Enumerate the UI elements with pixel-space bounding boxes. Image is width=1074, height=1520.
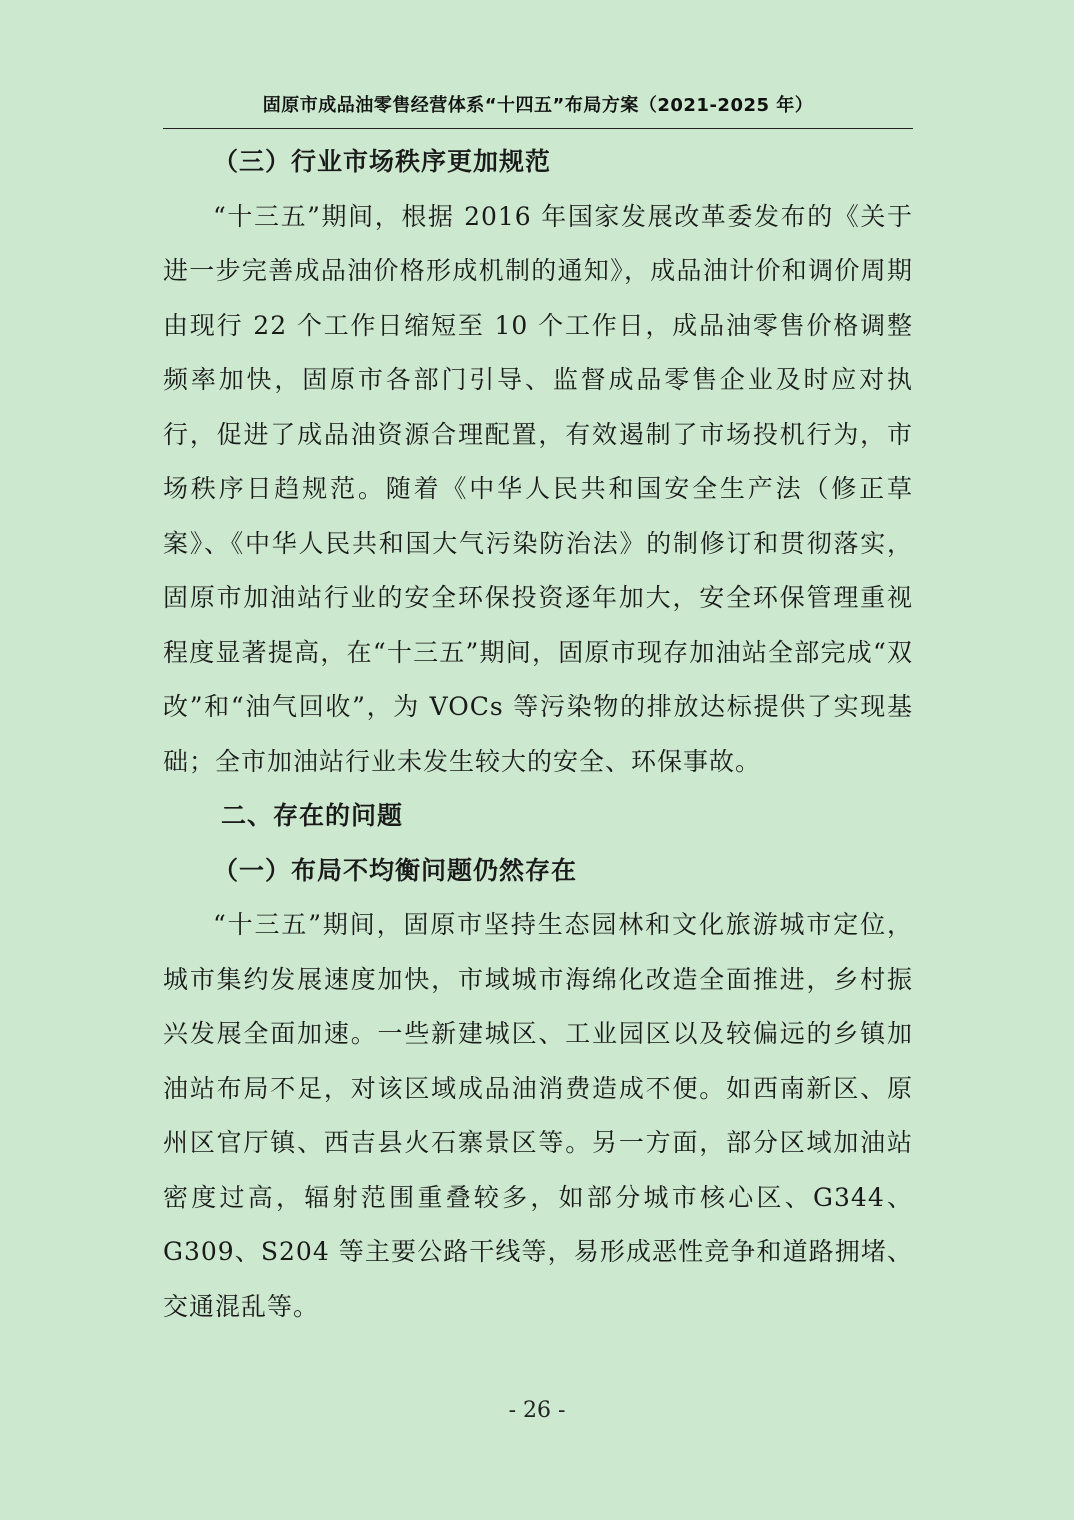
page-header-title: 固原市成品油零售经营体系“十四五”布局方案（2021-2025 年） (262, 95, 814, 116)
document-body (163, 135, 913, 1334)
header-divider (163, 128, 913, 129)
paragraph-layout-imbalance: “十三五”期间，固原市坚持生态园林和文化旅游城市定位，城市集约发展速度加快，市域城市海绵化改造全面推进，乡村振兴发展全面加速。一些新建城区、工业园区以及较偏远的乡镇加油站布局不足，对该区域成品油消费造成不便。如西南新区、原州区官厅镇、西吉县火石寨景区等。另一方面，部分区域加油站密度过高，辐射范围重叠较多，如部分城市核心区、G344、G309、S204 等主要公路干线等，易形成恶性竞争和道路拥堵、交通混乱等。 (163, 910, 913, 1321)
page-number: - 26 - (508, 1398, 566, 1423)
chapter-heading-problems: 二、存在的问题 (221, 801, 404, 830)
paragraph-market-order: “十三五”期间，根据 2016 年国家发展改革委发布的《关于进一步完善成品油价格形成机制的通知》，成品油计价和调价周期由现行 22 个工作日缩短至 10 个工作日，成品油零售价格调整频率加快，固原市各部门引导、监督成品零售企业及时应对执行，促进了成品油资源合理配置，有效遏制了市场投机行为，市场秩序日趋规范。随着《中华人民共和国安全生产法（修正草案》、《中华人民共和国大气污染防治法》的制修订和贯彻落实，固原市加油站行业的安全环保投资逐年加大，安全环保管理重视程度显著提高，在“十三五”期间，固原市现存加油站全部完成“双改”和“油气回收”，为 VOCs 等污染物的排放达标提供了实现基础；全市加油站行业未发生较大的安全、环保事故。 (163, 201, 913, 776)
section-heading-market-order: （三）行业市场秩序更加规范 (213, 147, 552, 176)
section-heading-layout-imbalance: （一）布局不均衡问题仍然存在 (213, 855, 578, 885)
